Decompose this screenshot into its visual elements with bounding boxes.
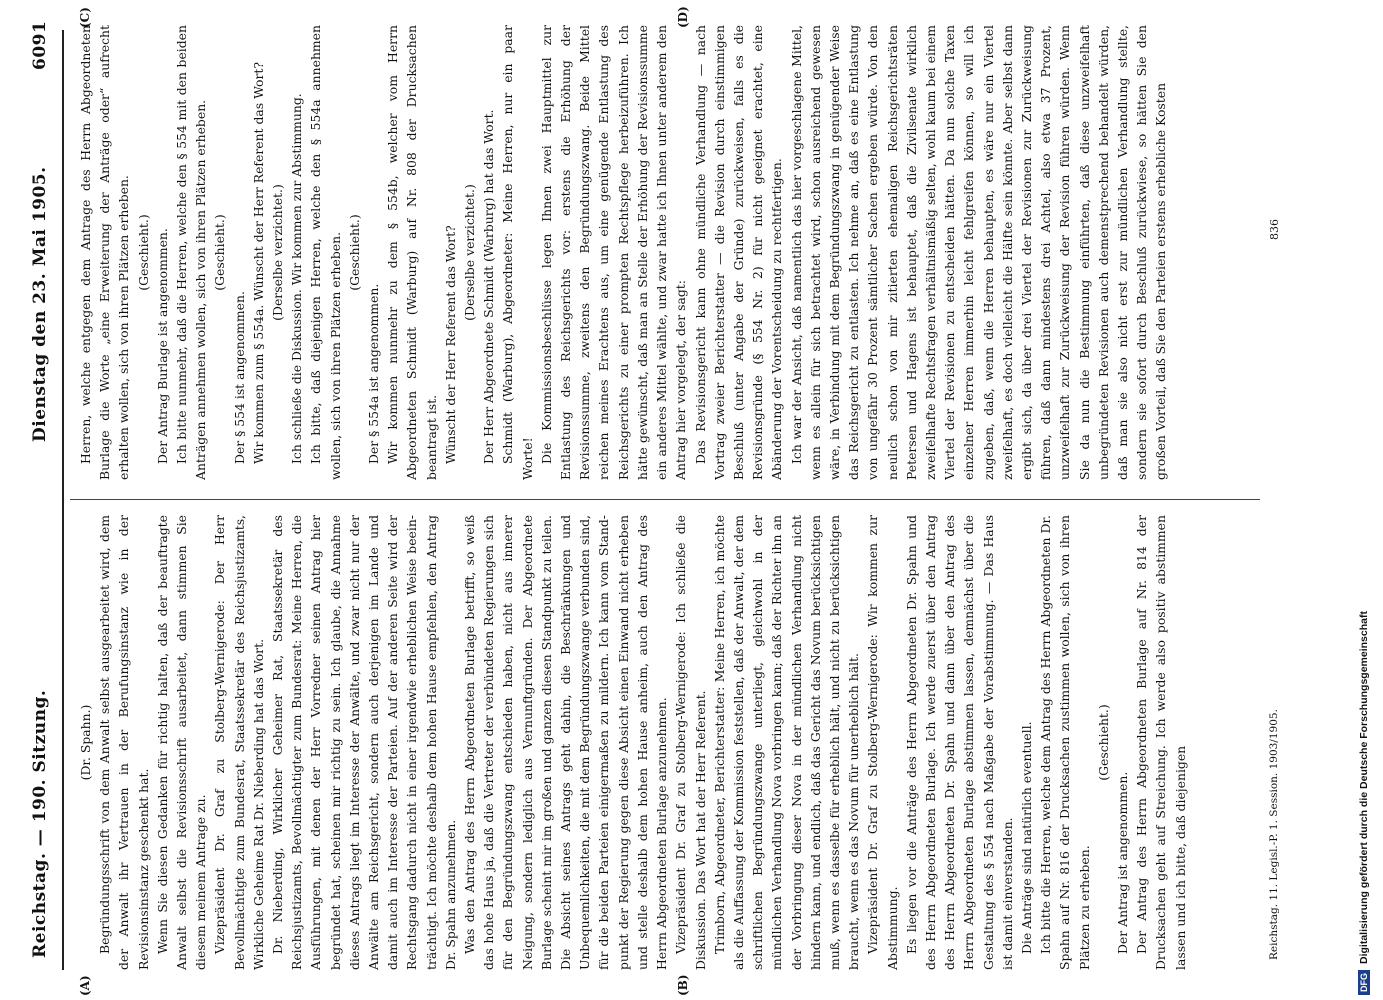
paragraph: Die Anträge sind natürlich eventuell.: [1018, 721, 1034, 954]
funding-note-strip: [1350, 0, 1383, 1000]
running-header-date: Dienstag den 23. Mai 1905.: [30, 166, 50, 442]
text-column-left: [76, 515, 1256, 970]
margin-marker-d: (D): [676, 6, 690, 28]
quoted-motion: Das Revisionsgericht kann ohne mündliche Verhandlung — nach Vortrag zweier Berichterstatter — die Revision durch einstimmigen Beschluß (unter Angabe der Gründe) zurückweisen, falls es die Revisionsgründe (§ 554 Nr. 2) für nicht geeignet erachtet, eine Abänderung der Vorentscheidung zu rechtfertigen.: [692, 25, 785, 480]
margin-marker-b: (B): [676, 974, 690, 996]
stage-direction: (Geschieht.): [212, 214, 228, 291]
funding-note: [1358, 5, 1376, 995]
running-header-left: Reichstag. — 190. Sitzung.: [30, 689, 50, 958]
margin-marker-a: (A): [78, 975, 92, 996]
paragraph: Die Kommissionsbeschlüsse legen Ihnen zwei Hauptmittel zur Entlastung des Reichsgerichts vor: erstens die Erhöhung der Revisionssumme, zweitens den Begründungszwang. Beide Mittel reichen meines Erachtens aus, um eine genügende Entlastung des Reichsgerichts zu einer prompten Rechtspflege herbeizuführen. Ich hätte gewünscht, daß man an Stelle der Erhöhung der Revisionssumme ein anderes Mittel wählte, und zwar hatte ich Ihnen unter anderem den Antrag hier vorgelegt, der sagt:: [538, 25, 689, 480]
paragraph: Wir kommen zum § 554a. Wünscht der Herr Referent das Wort?: [250, 62, 266, 464]
paragraph: Ich war der Ansicht, daß namentlich das hier vorgeschlagene Mittel, wenn es allein für sich betrachtet wird, schon ausreichend gewesen wäre, in Verbindung mit dem Begründungszwang in genügender Weise das Reichsgericht zu entlasten. Ich nehme an, daß es eine Entlastung von ungefähr 30 Prozent sämtlicher Sachen ergeben würde. Von den neulich schon von mir zitierten ehemaligen Reichsgerichtsräten Petersen und Hagens ist behauptet, daß die Zivilsenate wirklich zweifelhafte Rechtsfragen verhältnismäßig selten, wohl kaum bei einem Viertel der Revisionen zu entscheiden hätten. Da nun solche Taxen einzelner Herren immerhin leicht fehlgreifen können, so will ich zugeben, daß, wenn die Herren behaupten, es wäre nur ein Viertel zweifelhaft, es doch vielleicht die Hälfte sein könnte. Aber selbst dann ergibt sich, da über drei Viertel der Revisionen zur Zurückweisung führen, daß dann mindestens drei Achtel, also etwa 37 Prozent, unzweifelhaft zur Zurückweisung der Revision führen würden. Wenn Sie da nun die Bestimmung einführten, daß diese unzweifelhaft unbegründeten Revisionen auch demenstprechend behandelt würden, daß man sie also nicht erst zur mündlichen Verhandlung stellte, sondern sie sofort durch Beschluß zurückwiese, so hätten Sie den großen Vorteil, daß Sie den Parteien erstens erhebliche Kosten: [788, 25, 1169, 480]
paragraph: Der Herr Abgeordnete Schmidt (Warburg) hat das Wort.: [481, 109, 497, 464]
paragraph: Ich bitte nunmehr, daß die Herren, welche den § 554 mit den beiden Anträgen annehmen wollen, sich von ihren Plätzen erheben.: [174, 25, 209, 480]
paragraph: Vizepräsident Dr. Graf zu Stolberg-Wernigerode: Der Herr Bevollmächtigte zum Bundesrat, Staatssekretär des Reichsjustizamts, Wirkliche Geheime Rat Dr. Nieberding hat das Wort.: [212, 515, 266, 970]
paragraph: Der Antrag des Herrn Abgeordneten Burlage auf Nr. 814 der Drucksachen geht auf Streichung. Ich werde also positiv abstimmen lassen und ich bitte, daß diejenigen: [1134, 515, 1188, 970]
margin-marker-c: (C): [78, 7, 92, 28]
paragraph: Herren, welche entgegen dem Antrage des Herrn Abgeordneten Burlage die Worte „eine Erweiterung der Anträge oder“ aufrecht erhalten wollen, sich von ihren Plätzen erheben.: [78, 25, 132, 480]
paragraph: Der § 554 ist angenommen.: [231, 291, 247, 464]
column-divider: [70, 499, 1260, 500]
page-number: 6091: [30, 20, 50, 70]
paragraph: Es liegen vor die Anträge des Herrn Abgeordneten Dr. Spahn und des Herrn Abgeordneten Burlage. Ich werde zuerst über den Antrag des Herrn Abgeordneten Dr. Spahn und dann über den Antrag des Herrn Abgeordneten Burlage abstimmen lassen, demnächst über die Gestaltung des § 554 nach Maßgabe der Vorabstimmung. — Das Haus ist damit einverstanden.: [903, 515, 1015, 970]
paragraph: Ich bitte, daß diejenigen Herren, welche den § 554a annehmen wollen, sich von ihren Plätzen erheben.: [308, 25, 343, 480]
paragraph: Was den Antrag des Herrn Abgeordneten Burlage betrifft, so weiß das hohe Haus ja, daß die Vertreter der verbündeten Regierungen sich für den Begründungszwang entschieden haben, nicht aus innerer Neigung, sondern lediglich aus Vernunftgründen. Der Abgeordnete Burlage scheint mir im großen und ganzen diesen Standpunkt zu teilen. Die Absicht seines Antrags geht dahin, die Beschränkungen und Unbequemlichkeiten, die mit dem Begründungszwange verbunden sind, für die beiden Parteien einigermaßen zu mildern. Ich kann vom Standpunkt der Regierung gegen diese Absicht einen Einwand nicht erheben und stelle deshalb dem hohen Hause anheim, auch den Antrag des Herrn Abgeordneten Burlage anzunehmen.: [462, 515, 670, 970]
stage-direction: (Geschieht.): [135, 214, 151, 291]
header-rule: [62, 30, 64, 970]
footer-session-info: Reichstag. 11. Legisl.-P. 1. Session. 1903/1905.: [1268, 709, 1280, 960]
paragraph: Vizepräsident Dr. Graf zu Stolberg-Wernigerode: Wir kommen zur Abstimmung.: [865, 515, 900, 970]
paragraph: Schmidt (Warburg), Abgeordneter: Meine Herren, nur ein paar Worte!: [500, 25, 535, 480]
paragraph: Der Antrag ist angenommen.: [1114, 771, 1130, 954]
footer-signature: 836: [1268, 219, 1281, 240]
paragraph: Ich schließe die Diskussion. Wir kommen zur Abstimmung.: [289, 93, 305, 464]
paragraph: Der Antrag Burlage ist angenommen.: [154, 228, 170, 464]
stage-direction: (Geschieht.): [346, 214, 362, 291]
paragraph: Vizepräsident Dr. Graf zu Stolberg-Wernigerode: Ich schließe die Diskussion. Das Wort hat der Herr Referent.: [673, 515, 708, 970]
dfg-logo: DFG: [1358, 970, 1370, 995]
paragraph: Wünscht der Herr Referent das Wort?: [442, 225, 458, 464]
paragraph: Ich bitte die Herren, welche dem Antrag des Herrn Abgeordneten Dr. Spahn auf Nr. 816 der Drucksachen zustimmen wollen, sich von ihren Plätzen zu erheben.: [1038, 515, 1092, 970]
speaker-continuation: (Dr. Spahn.): [78, 704, 93, 781]
paragraph: Wir kommen nunmehr zu dem § 554b, welcher vom Herrn Abgeordneten Schmidt (Warburg) auf Nr. 808 der Drucksachen beantragt ist.: [385, 25, 439, 480]
stage-direction: (Geschieht.): [1095, 704, 1111, 781]
paragraph: Begründungsschrift von dem Anwalt selbst ausgearbeitet wird, dem der Anwalt ihr Vertrauen in der Berufungsinstanz wie in der Revisionsinstanz geschenkt hat.: [97, 515, 151, 970]
paragraph: Wenn Sie diesen Gedanken für richtig halten, daß der beauftragte Anwalt selbst die Revisionsschrift ausarbeitet, dann stimmen Sie diesem meinem Antrage zu.: [154, 515, 209, 970]
paragraph: Dr. Nieberding, Wirklicher Geheimer Rat, Staatssekretär des Reichsjustizamts, Bevollmächtigter zum Bundesrat: Meine Herren, die Ausführungen, mit denen der Herr Vorredner seinen Antrag hier begründet hat, scheinen mir richtig zu sein. Ich glaube, die Annahme dieses Antrags liegt im Interesse der Anwälte, und zwar nicht nur der Anwälte am Reichsgericht, sondern auch derjenigen im Lande und damit auch im Interesse der Parteien. Auf der anderen Seite wird der Rechtsgang dadurch nicht in einer irgendwie erheblichen Weise beeinträchtigt. Ich möchte deshalb dem hohen Hause empfehlen, den Antrag Dr. Spahn anzunehmen.: [270, 515, 458, 970]
paragraph: Trimborn, Abgeordneter, Berichterstatter: Meine Herren, ich möchte als die Auffassung der Kommission feststellen, daß der Anwalt, der dem schriftlichen Begründungszwange unterliegt, gleichwohl in der mündlichen Verhandlung Nova vorbringen kann; daß der Richter ihn an der Vorbringung dieser Nova in der mündlichen Verhandlung nicht hindern kann, und endlich, daß das Gericht das Novum berücksichtigen muß, wenn es dasselbe für erheblich hält, und nicht zu berücksichtigen braucht, wenn es das Novum für unerheblich hält.: [711, 515, 862, 970]
stage-direction: (Derselbe verzichtet.): [270, 184, 286, 321]
stage-direction: (Derselbe verzichtet.): [462, 184, 478, 321]
paragraph: Der § 554a ist angenommen.: [366, 283, 382, 464]
funding-note-text: Digitalisierung gefördert durch die Deutsche Forschungsgemeinschaft: [1358, 611, 1370, 964]
text-column-right: [76, 25, 1256, 480]
